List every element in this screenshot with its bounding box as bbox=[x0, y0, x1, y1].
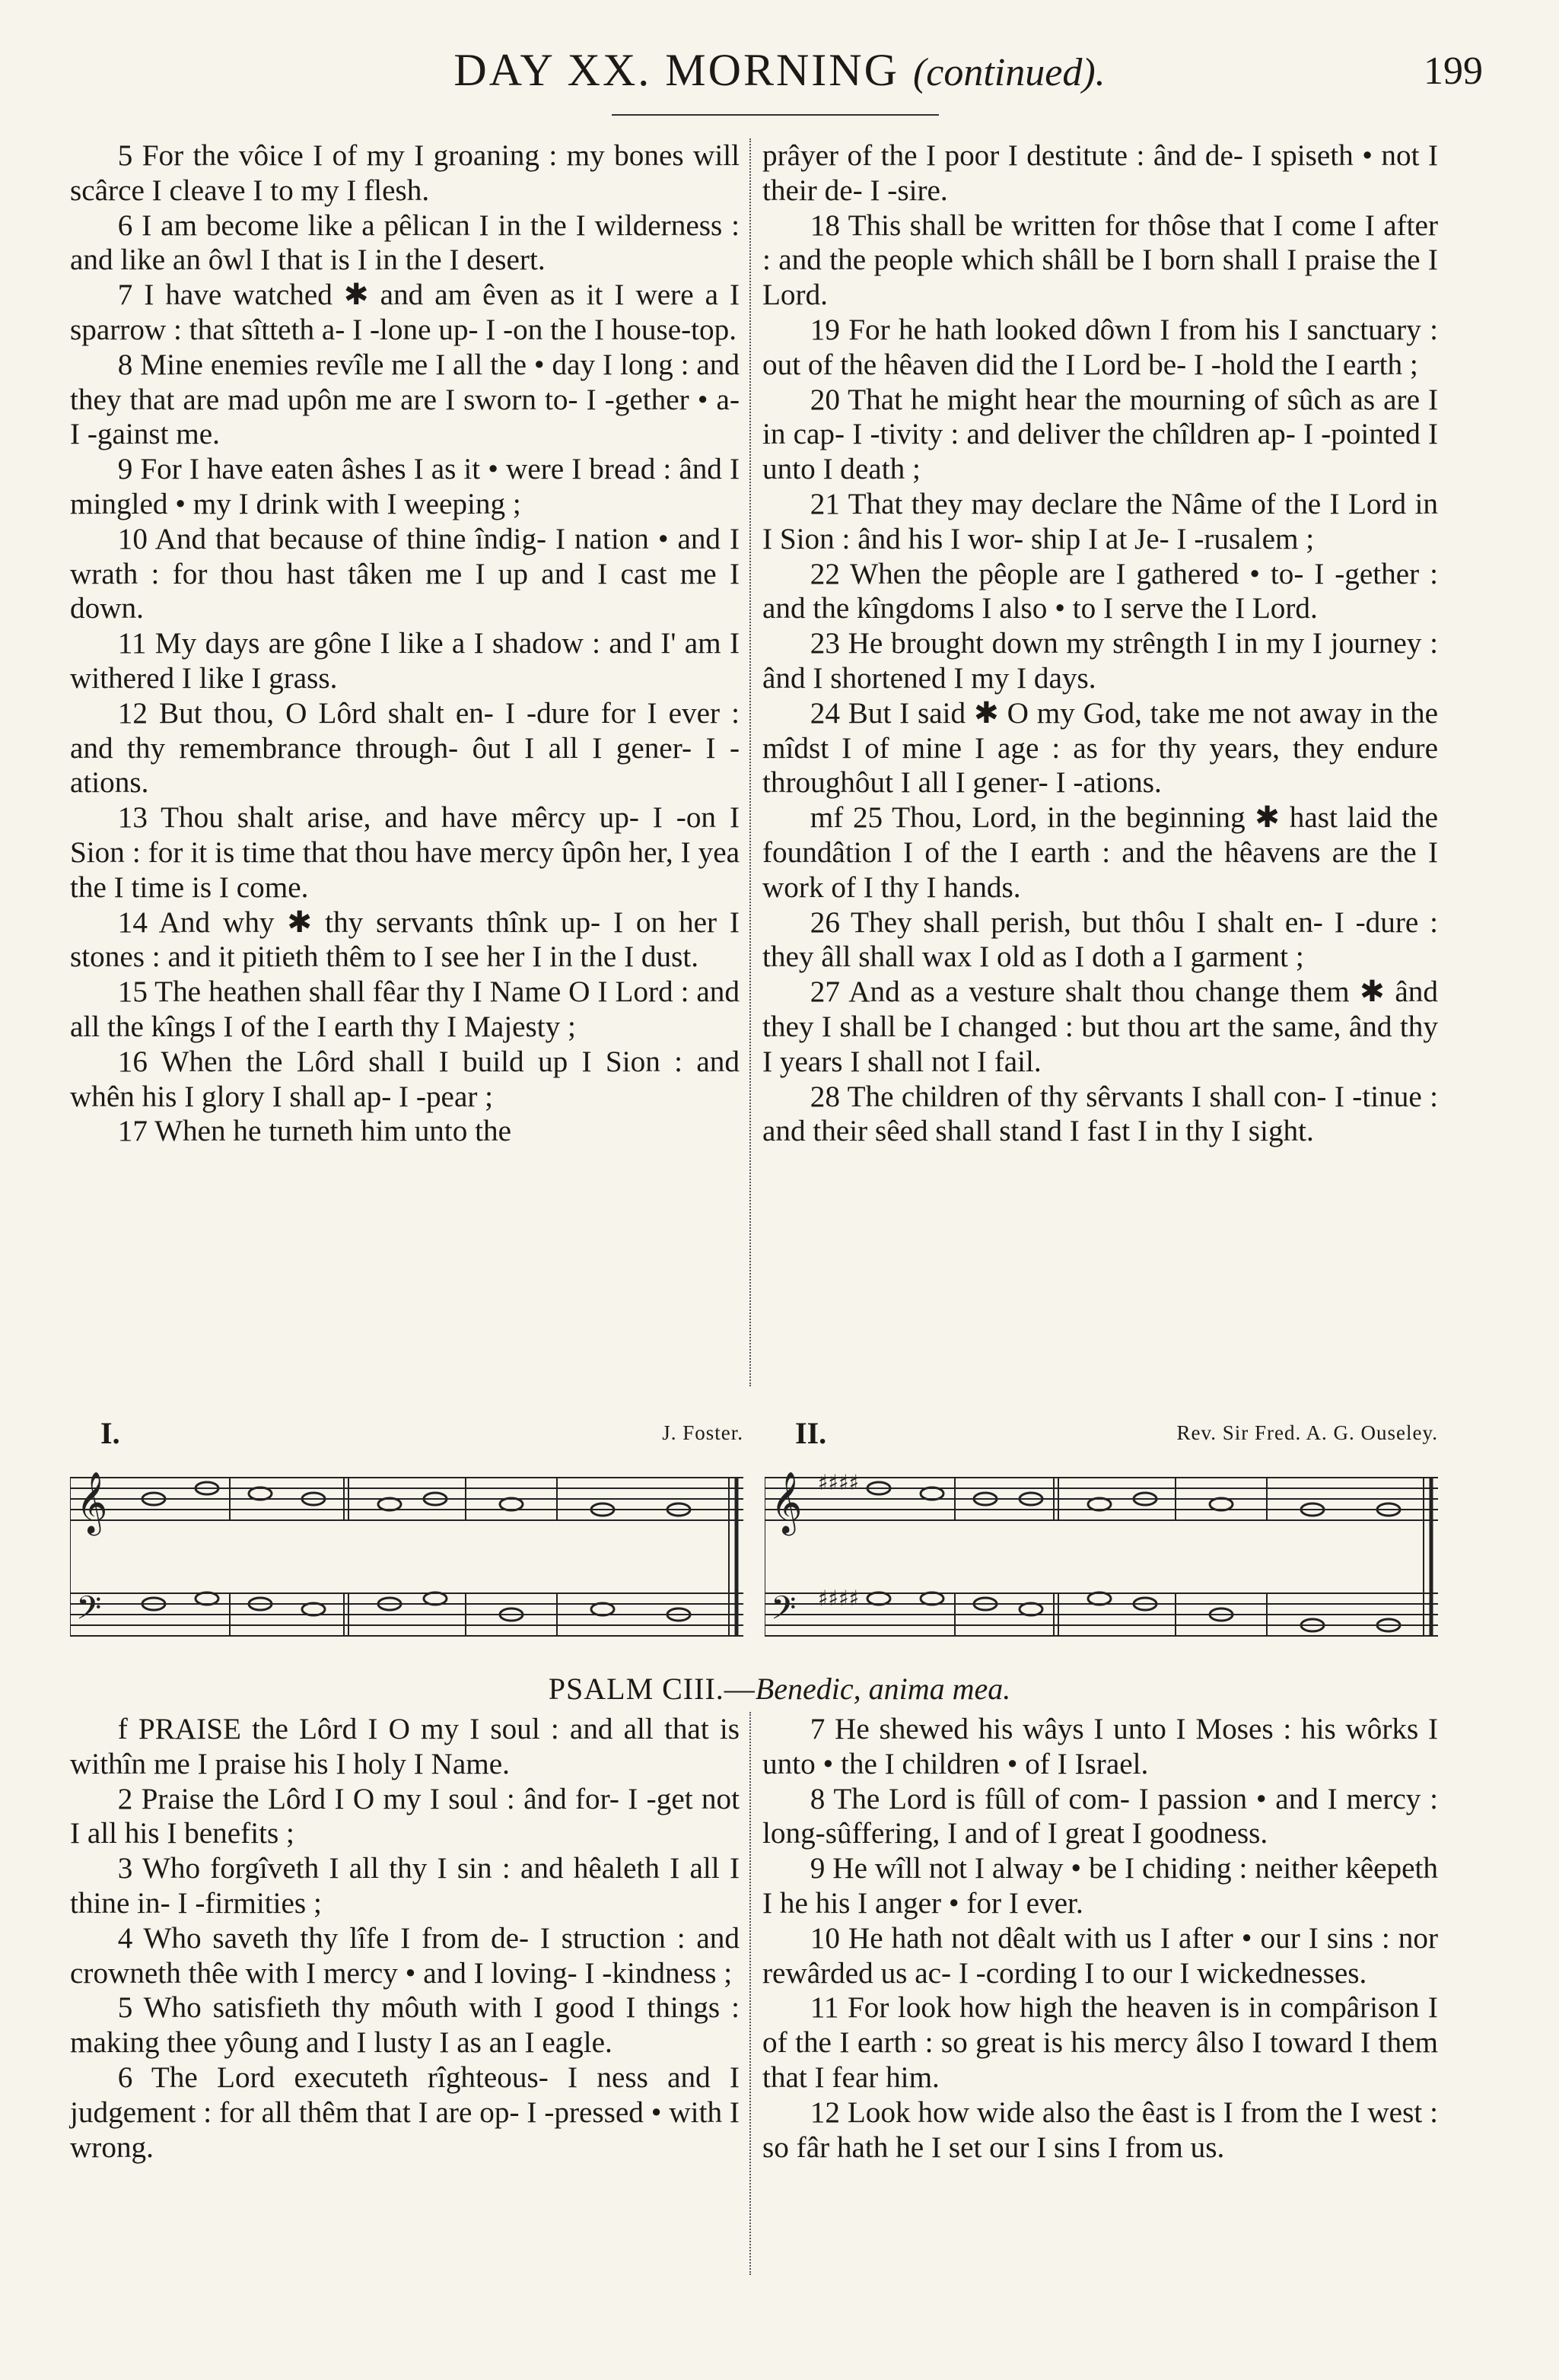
verse: 24 But I said ✱ O my God, take me not away in the mîdst I of mine I age : as for thy years, they endure throughôut I all I gener- I -ations. bbox=[762, 696, 1438, 800]
verse: f PRAISE the Lôrd I O my I soul : and all that is withîn me I praise his I holy I Name. bbox=[70, 1713, 740, 1780]
svg-text:♯♯♯♯: ♯♯♯♯ bbox=[818, 1586, 860, 1611]
verse: 19 For he hath looked dôwn I from his I sanctuary : out of the hêaven did the I Lord be- I -hold the I earth ; bbox=[762, 313, 1438, 381]
chant-one-label: I. bbox=[100, 1416, 120, 1450]
verse: 8 The Lord is fûll of com- I passion • and I mercy : long-sûffering, I and of I great I goodness. bbox=[762, 1782, 1438, 1850]
verse: 6 I am become like a pêlican I in the I wilderness : and like an ôwl I that is I in the I desert. bbox=[70, 208, 740, 277]
bottom-right-column bbox=[762, 1712, 1438, 2165]
svg-text:𝄞: 𝄞 bbox=[76, 1471, 108, 1533]
chant-two bbox=[765, 1415, 1438, 1662]
verse: 7 I have watched ✱ and am êven as it I were a I sparrow : that sîtteth a- I -lone up- I -on the I house-top. bbox=[70, 278, 740, 346]
verse: 9 For I have eaten âshes I as it • were I bread : ând I mingled • my I drink with I weeping ; bbox=[70, 453, 740, 520]
verse: 27 And as a vesture shalt thou change them ✱ ând they I shall be I changed : but thou art the same, ând thy I years I shall not I fail. bbox=[762, 975, 1438, 1078]
top-right-column bbox=[762, 138, 1438, 1149]
page-number: 199 bbox=[1424, 49, 1483, 93]
verse: mf 25 Thou, Lord, in the beginning ✱ hast laid the foundâtion I of the I earth : and the hêavens are the I work of I thy I hands. bbox=[762, 801, 1438, 904]
verse: 2 Praise the Lôrd I O my I soul : ând for- I -get not I all his I benefits ; bbox=[70, 1782, 740, 1850]
verse: 5 For the vôice I of my I groaning : my bones will scârce I cleave I to my I flesh. bbox=[70, 139, 740, 207]
chant-one bbox=[70, 1415, 743, 1662]
top-left-column bbox=[70, 138, 740, 1149]
verse: 11 For look how high the heaven is in compârison I of the I earth : so great is his mercy âlso I toward I them that I fear him. bbox=[762, 1991, 1438, 2094]
verse: 22 When the pêople are I gathered • to- I -gether : and the kîngdoms I also • to I serve the I Lord. bbox=[762, 557, 1438, 625]
verse: 12 But thou, O Lôrd shalt en- I -dure for I ever : and thy remembrance through- ôut I all I gener- I -ations. bbox=[70, 696, 740, 800]
verse: 10 He hath not dêalt with us I after • our I sins : nor rewârded us ac- I -cording I to our I wickednesses. bbox=[762, 1921, 1438, 1990]
chant-one-composer: J. Foster. bbox=[662, 1421, 743, 1444]
header-rule bbox=[612, 114, 939, 116]
title-continued: (continued). bbox=[912, 51, 1106, 94]
verse: 18 This shall be written for thôse that I come I after : and the people which shâll be I born shall I praise the I Lord. bbox=[762, 208, 1438, 312]
column-divider-top bbox=[749, 138, 751, 1386]
svg-text:♯♯♯♯: ♯♯♯♯ bbox=[818, 1470, 860, 1495]
psalm-title: PSALM CIII.— bbox=[548, 1672, 756, 1706]
chant-two-label: II. bbox=[795, 1416, 827, 1450]
svg-text:𝄢: 𝄢 bbox=[771, 1589, 797, 1635]
verse: 5 Who satisfieth thy môuth with I good I things : making thee yôung and I lusty I as an I eagle. bbox=[70, 1991, 740, 2060]
svg-text:𝄢: 𝄢 bbox=[76, 1589, 102, 1635]
verse: 9 He wîll not I alway • be I chiding : neither kêepeth I he his I anger • for I ever. bbox=[762, 1852, 1438, 1920]
verse: 12 Look how wide also the êast is I from the I west : so fâr hath he I set our I sins I from us. bbox=[762, 2095, 1438, 2164]
verse: 10 And that because of thine îndig- I nation • and I wrath : for thou hast tâken me I up and I cast me I down. bbox=[70, 522, 740, 625]
chant-one-score bbox=[70, 1444, 743, 1665]
verse: 23 He brought down my strêngth I in my I journey : ând I shortened I my I days. bbox=[762, 627, 1438, 695]
verse: 13 Thou shalt arise, and have mêrcy up- I -on I Sion : for it is time that thou have mercy ûpôn her, I yea the I time is I come. bbox=[70, 801, 740, 904]
verse: 8 Mine enemies revîle me I all the • day I long : and they that are mad upôn me are I sworn to- I -gether • a- I -gainst me. bbox=[70, 348, 740, 451]
verse: 15 The heathen shall fêar thy I Name O I Lord : and all the kîngs I of the I earth thy I Majesty ; bbox=[70, 975, 740, 1043]
verse: 7 He shewed his wâys I unto I Moses : his wôrks I unto • the I children • of I Israel. bbox=[762, 1713, 1438, 1780]
verse: 20 That he might hear the mourning of sûch as are I in cap- I -tivity : and deliver the chîldren ap- I -pointed I unto I death ; bbox=[762, 383, 1438, 486]
svg-text:𝄞: 𝄞 bbox=[771, 1471, 803, 1533]
verse: 3 Who forgîveth I all thy I sin : and hêaleth I all I thine in- I -firmities ; bbox=[70, 1852, 740, 1920]
chant-two-composer: Rev. Sir Fred. A. G. Ouseley. bbox=[1176, 1421, 1438, 1444]
verse: 14 And why ✱ thy servants thînk up- I on her I stones : and it pitieth thêm to I see her I in the I dust. bbox=[70, 905, 740, 974]
verse: 11 My days are gône I like a I shadow : and I' am I withered I like I grass. bbox=[70, 627, 740, 695]
verse: 16 When the Lôrd shall I build up I Sion : and whên his I glory I shall ap- I -pear ; bbox=[70, 1045, 740, 1113]
column-divider-bottom bbox=[749, 1712, 751, 2275]
verse: 21 That they may declare the Nâme of the I Lord in I Sion : ând his I wor- ship I at Je- I -rusalem ; bbox=[762, 487, 1438, 555]
page-title bbox=[0, 44, 1559, 97]
verse: 4 Who saveth thy lîfe I from de- I struction : and crowneth thêe with I mercy • and I loving- I -kindness ; bbox=[70, 1921, 740, 1990]
psalm-latin: Benedic, anima mea. bbox=[755, 1672, 1011, 1706]
verse: 28 The children of thy sêrvants I shall con- I -tinue : and their sêed shall stand I fast I in thy I sight. bbox=[762, 1080, 1438, 1148]
title-text: DAY XX. MORNING bbox=[453, 45, 899, 95]
verse: prâyer of the I poor I destitute : ând de- I spiseth • not I their de- I -sire. bbox=[762, 139, 1438, 207]
verse: 6 The Lord executeth rîghteous- I ness and I judgement : for all thêm that I are op- I -pressed • with I wrong. bbox=[70, 2060, 740, 2164]
verse: 26 They shall perish, but thôu I shalt en- I -dure : they âll shall wax I old as I doth a I garment ; bbox=[762, 905, 1438, 974]
bottom-left-column bbox=[70, 1712, 740, 2165]
page-header bbox=[0, 44, 1559, 113]
chant-two-score bbox=[765, 1444, 1438, 1665]
psalm-heading bbox=[0, 1671, 1559, 1707]
verse: 17 When he turneth him unto the bbox=[117, 1115, 512, 1148]
